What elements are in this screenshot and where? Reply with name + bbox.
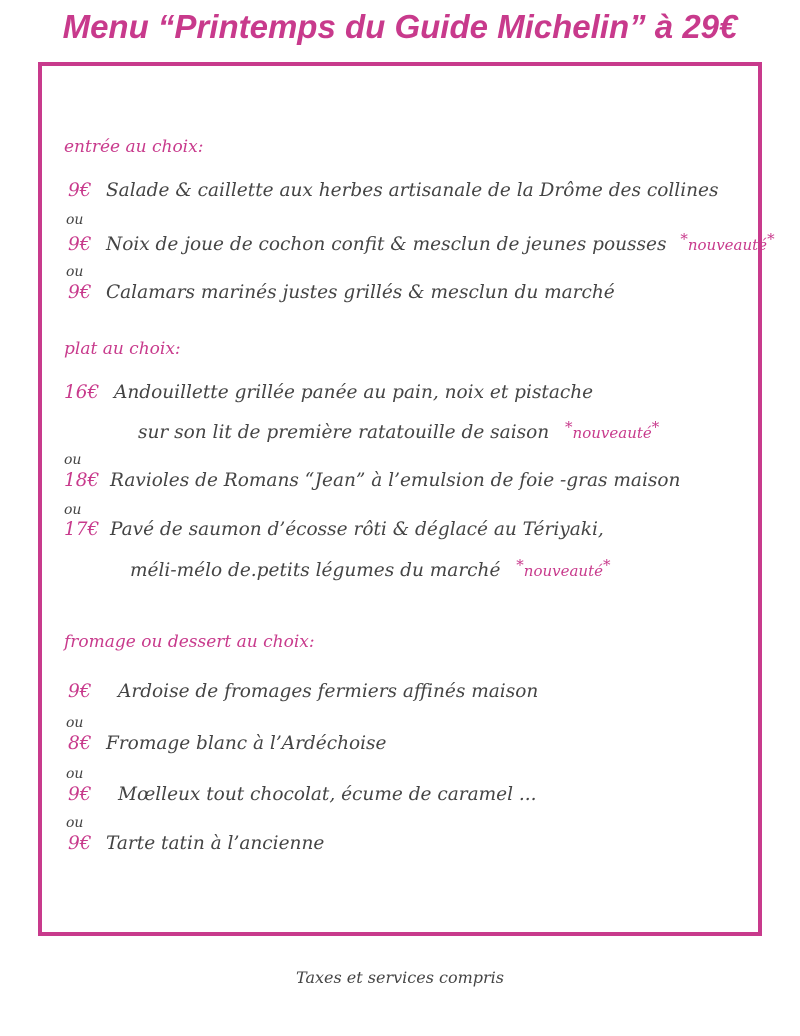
- menu-item-pave-de-saumon: [64, 519, 604, 540]
- item-text: Mœlleux tout chocolat, écume de caramel ...: [118, 784, 537, 805]
- new-badge-star: *: [565, 418, 573, 436]
- or-separator: ou: [66, 766, 84, 782]
- menu-item-salade: [68, 180, 718, 201]
- item-price: 17€: [64, 519, 100, 540]
- footer-note: Taxes et services compris: [296, 968, 504, 987]
- item-text: Pavé de saumon d’écosse rôti & déglacé au Tériyaki,: [110, 519, 604, 540]
- menu-item-tarte-tatin: [68, 833, 324, 854]
- menu-item-fromage-blanc: [68, 733, 386, 754]
- menu-item-pave-continuation: [130, 556, 611, 581]
- item-continuation: méli-mélo de.petits légumes du marché: [130, 560, 501, 581]
- menu-item-calamars: [68, 282, 615, 303]
- menu-item-andouillette: [64, 382, 593, 403]
- item-text: Ardoise de fromages fermiers affinés maison: [118, 681, 539, 702]
- item-text: Andouillette grillée panée au pain, noix et pistache: [114, 382, 594, 403]
- menu-item-moelleux-chocolat: [68, 784, 537, 805]
- item-price: 18€: [64, 470, 100, 491]
- new-badge-star: *: [603, 556, 611, 574]
- new-badge: nouveauté: [687, 236, 768, 254]
- item-price: 8€: [68, 733, 92, 754]
- new-badge-star: *: [680, 230, 688, 248]
- or-separator: ou: [66, 212, 84, 228]
- item-text: Fromage blanc à l’Ardéchoise: [106, 733, 387, 754]
- or-separator: ou: [64, 502, 82, 518]
- item-price: 9€: [68, 180, 92, 201]
- menu-item-noix-de-joue: [68, 230, 775, 255]
- item-text: Noix de joue de cochon confit & mesclun de jeunes pousses: [106, 234, 667, 255]
- item-text: Ravioles de Romans “Jean” à l’emulsion de foie -gras maison: [110, 470, 681, 491]
- new-badge-star: *: [516, 556, 524, 574]
- item-text: Salade & caillette aux herbes artisanale de la Drôme des collines: [106, 180, 719, 201]
- menu-item-andouillette-continuation: [138, 418, 659, 443]
- section-heading-entree: entrée au choix:: [64, 137, 204, 157]
- menu-item-ravioles: [64, 470, 680, 491]
- item-price: 9€: [68, 833, 92, 854]
- new-badge-star: *: [651, 418, 660, 436]
- or-separator: ou: [66, 264, 84, 280]
- or-separator: ou: [66, 815, 84, 831]
- item-text: Tarte tatin à l’ancienne: [106, 833, 325, 854]
- new-badge-star: *: [767, 230, 775, 248]
- section-heading-plat: plat au choix:: [64, 339, 181, 359]
- item-price: 9€: [68, 282, 92, 303]
- item-continuation: sur son lit de première ratatouille de saison: [138, 422, 550, 443]
- section-heading-fromage-dessert: fromage ou dessert au choix:: [64, 632, 315, 652]
- item-price: 9€: [68, 681, 92, 702]
- item-price: 9€: [68, 784, 92, 805]
- new-badge: nouveauté: [523, 562, 603, 580]
- menu-item-ardoise-fromages: [68, 681, 538, 702]
- new-badge: nouveauté: [572, 424, 652, 442]
- item-price: 16€: [64, 382, 100, 403]
- menu-title: Menu “Printemps du Guide Michelin” à 29€: [62, 8, 738, 45]
- or-separator: ou: [66, 715, 84, 731]
- or-separator: ou: [64, 452, 82, 468]
- item-text: Calamars marinés justes grillés & mesclun du marché: [106, 282, 615, 303]
- item-price: 9€: [68, 234, 92, 255]
